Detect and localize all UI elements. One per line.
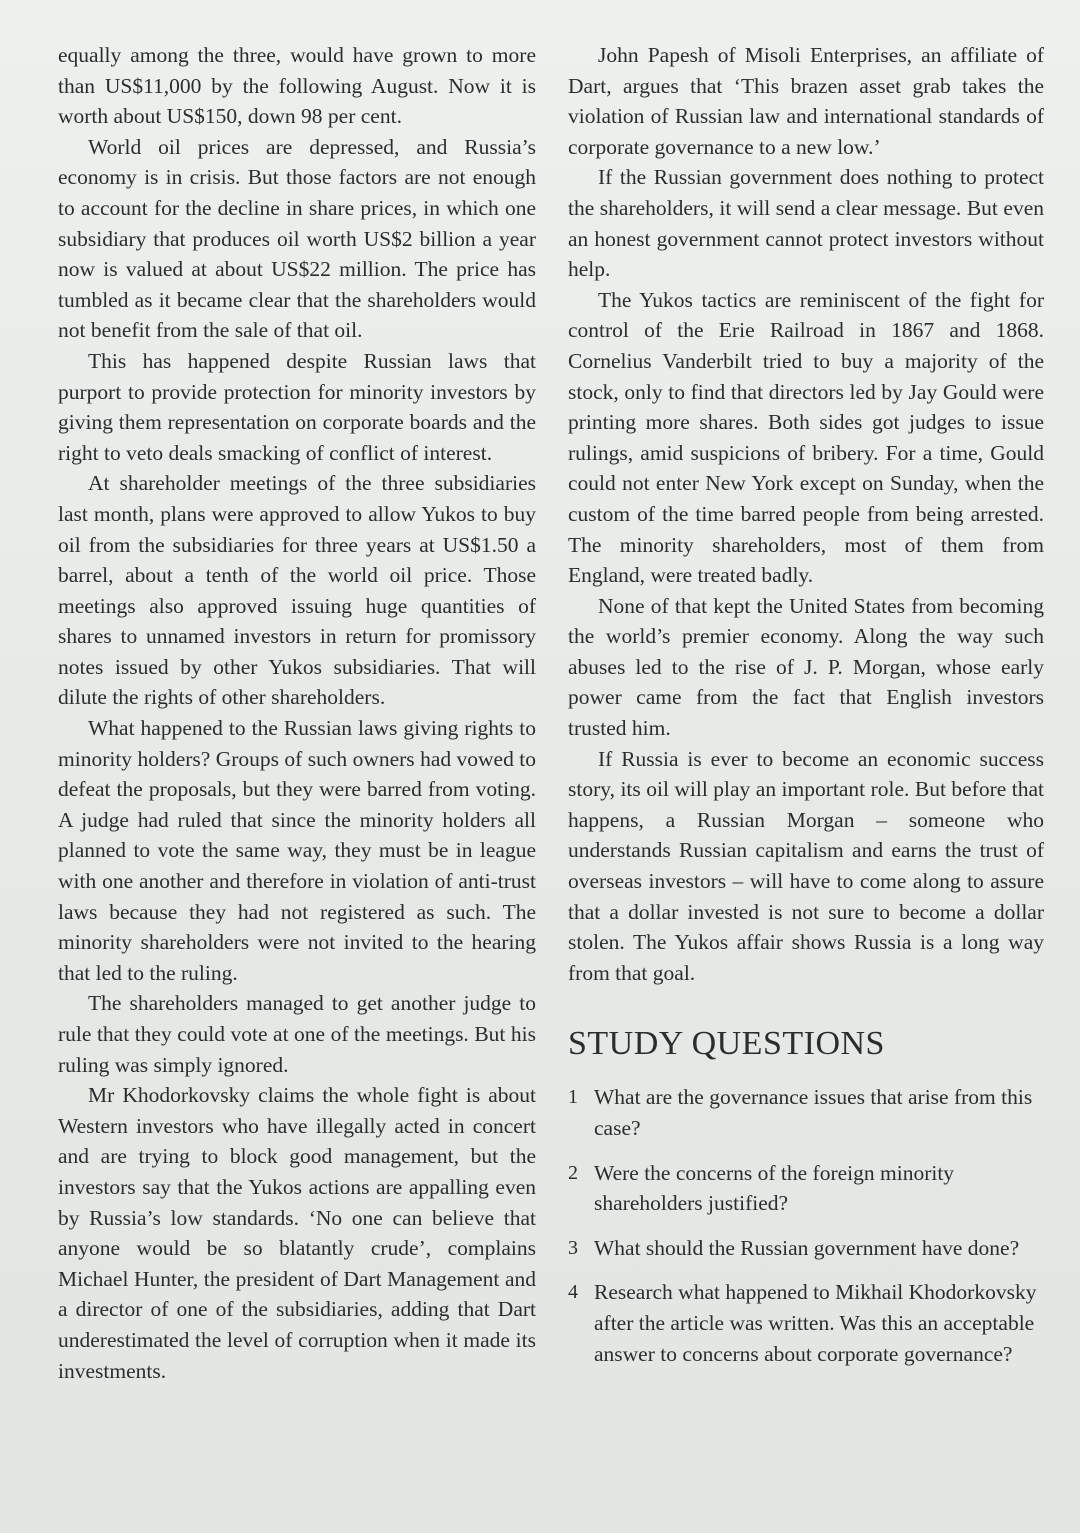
paragraph: Mr Khodorkovsky claims the whole fight is about Western investors who have illegally acted in concert and are trying to block good management, but the investors say that the Yukos actions are appalling even by Russia’s low standards. ‘No one can believe that anyone would be so blatantly crude’, complains Michael Hunter, the president of Dart Management and a director of one of the subsidiaries, adding that Dart underestimated the level of corruption when it made its investments.: [58, 1083, 536, 1383]
question-text: Research what happened to Mikhail Khodorkovsky after the article was written. Was this an acceptable answer to concerns about corporate governance?: [594, 1280, 1037, 1366]
study-question: [568, 1233, 1044, 1264]
study-question: [568, 1082, 1044, 1143]
paragraph: If the Russian government does nothing to protect the shareholders, it will send a clear message. But even an honest government cannot protect investors without help.: [568, 165, 1044, 282]
question-number: 2: [568, 1161, 578, 1184]
question-text: What are the governance issues that arise from this case?: [594, 1085, 1033, 1140]
question-text: Were the concerns of the foreign minority shareholders justified?: [594, 1160, 955, 1216]
paragraph: equally among the three, would have grown to more than US$11,000 by the following August. Now it is worth about US$150, down 98 per cent.: [58, 43, 536, 129]
paragraph: This has happened despite Russian laws that purport to provide protection for minority investors by giving them representation on corporate boards and the right to veto deals smacking of conflict of interest.: [58, 348, 536, 465]
question-number: 3: [568, 1236, 578, 1259]
paragraph: The shareholders managed to get another judge to rule that they could vote at one of the meetings. But his ruling was simply ignored.: [58, 991, 536, 1077]
paragraph: What happened to the Russian laws giving rights to minority holders? Groups of such owners had vowed to defeat the proposals, but they were barred from voting. A judge had ruled that since the minority holders all planned to vote the same way, they must be in league with one another and therefore in violation of anti-trust laws because they had not registered as such. The minority shareholders were not invited to the hearing that led to the ruling.: [58, 716, 536, 985]
study-questions-list: [568, 1082, 1044, 1369]
paragraph: At shareholder meetings of the three subsidiaries last month, plans were approved to allow Yukos to buy oil from the subsidiaries for three years at US$1.50 a barrel, about a tenth of the world oil price. Those meetings also approved issuing huge quantities of shares to unnamed investors in return for promissory notes issued by other Yukos subsidiaries. That will dilute the rights of other shareholders.: [58, 471, 536, 710]
paragraph: John Papesh of Misoli Enterprises, an affiliate of Dart, argues that ‘This brazen asset grab takes the violation of Russian law and international standards of corporate governance to a new low.’: [568, 43, 1044, 159]
question-text: What should the Russian government have done?: [594, 1235, 1020, 1260]
question-number: 4: [568, 1281, 578, 1304]
right-column: [568, 40, 1044, 1383]
study-question: [568, 1158, 1044, 1219]
study-question: [568, 1277, 1044, 1369]
question-number: 1: [568, 1086, 578, 1109]
paragraph: World oil prices are depressed, and Russia’s economy is in crisis. But those factors are not enough to account for the decline in share prices, in which one subsidiary that produces oil worth US$2 billion a year now is valued at about US$22 million. The price has tumbled as it became clear that the shareholders would not benefit from the sale of that oil.: [58, 134, 536, 343]
left-column: [58, 40, 536, 1386]
paragraph: None of that kept the United States from becoming the world’s premier economy. Along the way such abuses led to the rise of J. P. Morgan, whose early power came from the fact that English investors trusted him.: [568, 593, 1044, 741]
study-questions-heading: STUDY QUESTIONS: [568, 1025, 885, 1063]
paragraph: The Yukos tactics are reminiscent of the fight for control of the Erie Railroad in 1867 and 1868. Cornelius Vanderbilt tried to buy a majority of the stock, only to find that directors led by Jay Gould were printing more shares. Both sides got judges to issue rulings, amid suspicions of bribery. For a time, Gould could not enter New York except on Sunday, when the custom of the time barred people from being arrested. The minority shareholders, most of them from England, were treated badly.: [568, 287, 1044, 588]
paragraph: If Russia is ever to become an economic success story, its oil will play an important role. But before that happens, a Russian Morgan – someone who understands Russian capitalism and earns the trust of overseas investors – will have to come along to assure that a dollar invested is not sure to become a dollar stolen. The Yukos affair shows Russia is a long way from that goal.: [568, 746, 1044, 985]
